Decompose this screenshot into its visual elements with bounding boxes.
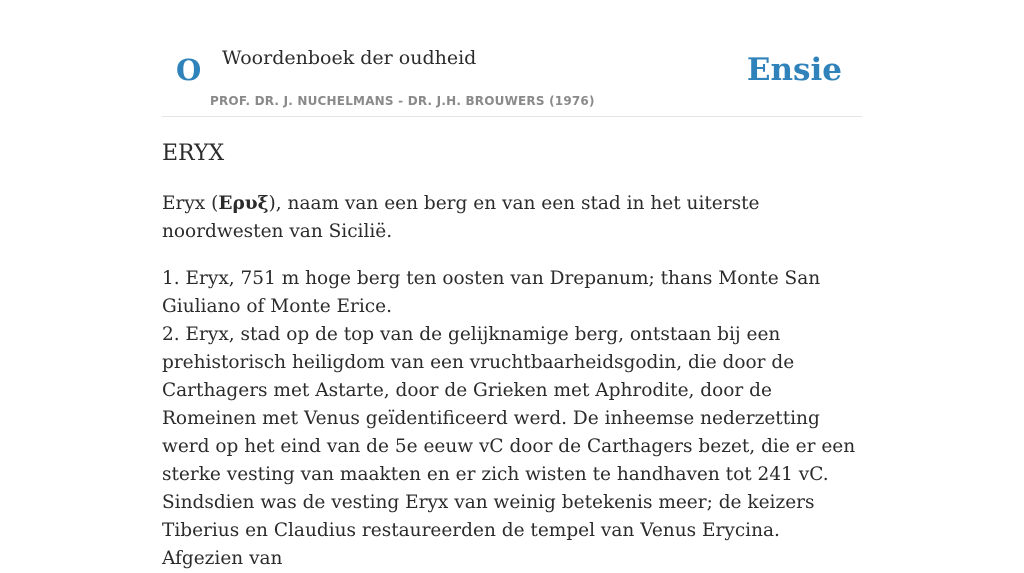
entry-item-1: 1. Eryx, 751 m hoge berg ten oosten van Drepanum; thans Monte San Giuliano of Monte Erice. [162, 268, 821, 317]
intro-text-start: Eryx ( [162, 193, 219, 214]
site-logo[interactable]: Ensie [746, 52, 842, 88]
entry-intro [162, 190, 862, 246]
dictionary-authors: PROF. DR. J. NUCHELMANS - DR. J.H. BROUWERS (1976) [210, 94, 595, 108]
index-letter[interactable]: O [176, 53, 202, 87]
header [162, 0, 862, 117]
greek-name: Ερυξ [218, 193, 269, 214]
article [162, 138, 862, 573]
intro-text-end: ), naam van een berg en van een stad in het uiterste noordwesten van Sicilië. [162, 193, 760, 242]
entry-item-2: 2. Eryx, stad op de top van de gelijknamige berg, ontstaan bij een prehistorisch heiligdom van een vruchtbaarheidsgodin, die door de Carthagers met Astarte, door de Grieken met Aphrodite, door de Romeinen met Venus geïdentificeerd werd. De inheemse nederzetting werd op het eind van de 5e eeuw vC door de Carthagers bezet, die er een sterke vesting van maakten en er zich wisten te handhaven tot 241 vC. Sindsdien was de vesting Eryx van weinig betekenis meer; de keizers Tiberius en Claudius restaureerden de tempel van Venus Erycina. Afgezien van [162, 324, 856, 569]
entry-items [162, 265, 862, 573]
dictionary-title[interactable]: Woordenboek der oudheid [222, 47, 477, 69]
entry-title: ERYX [162, 141, 225, 166]
